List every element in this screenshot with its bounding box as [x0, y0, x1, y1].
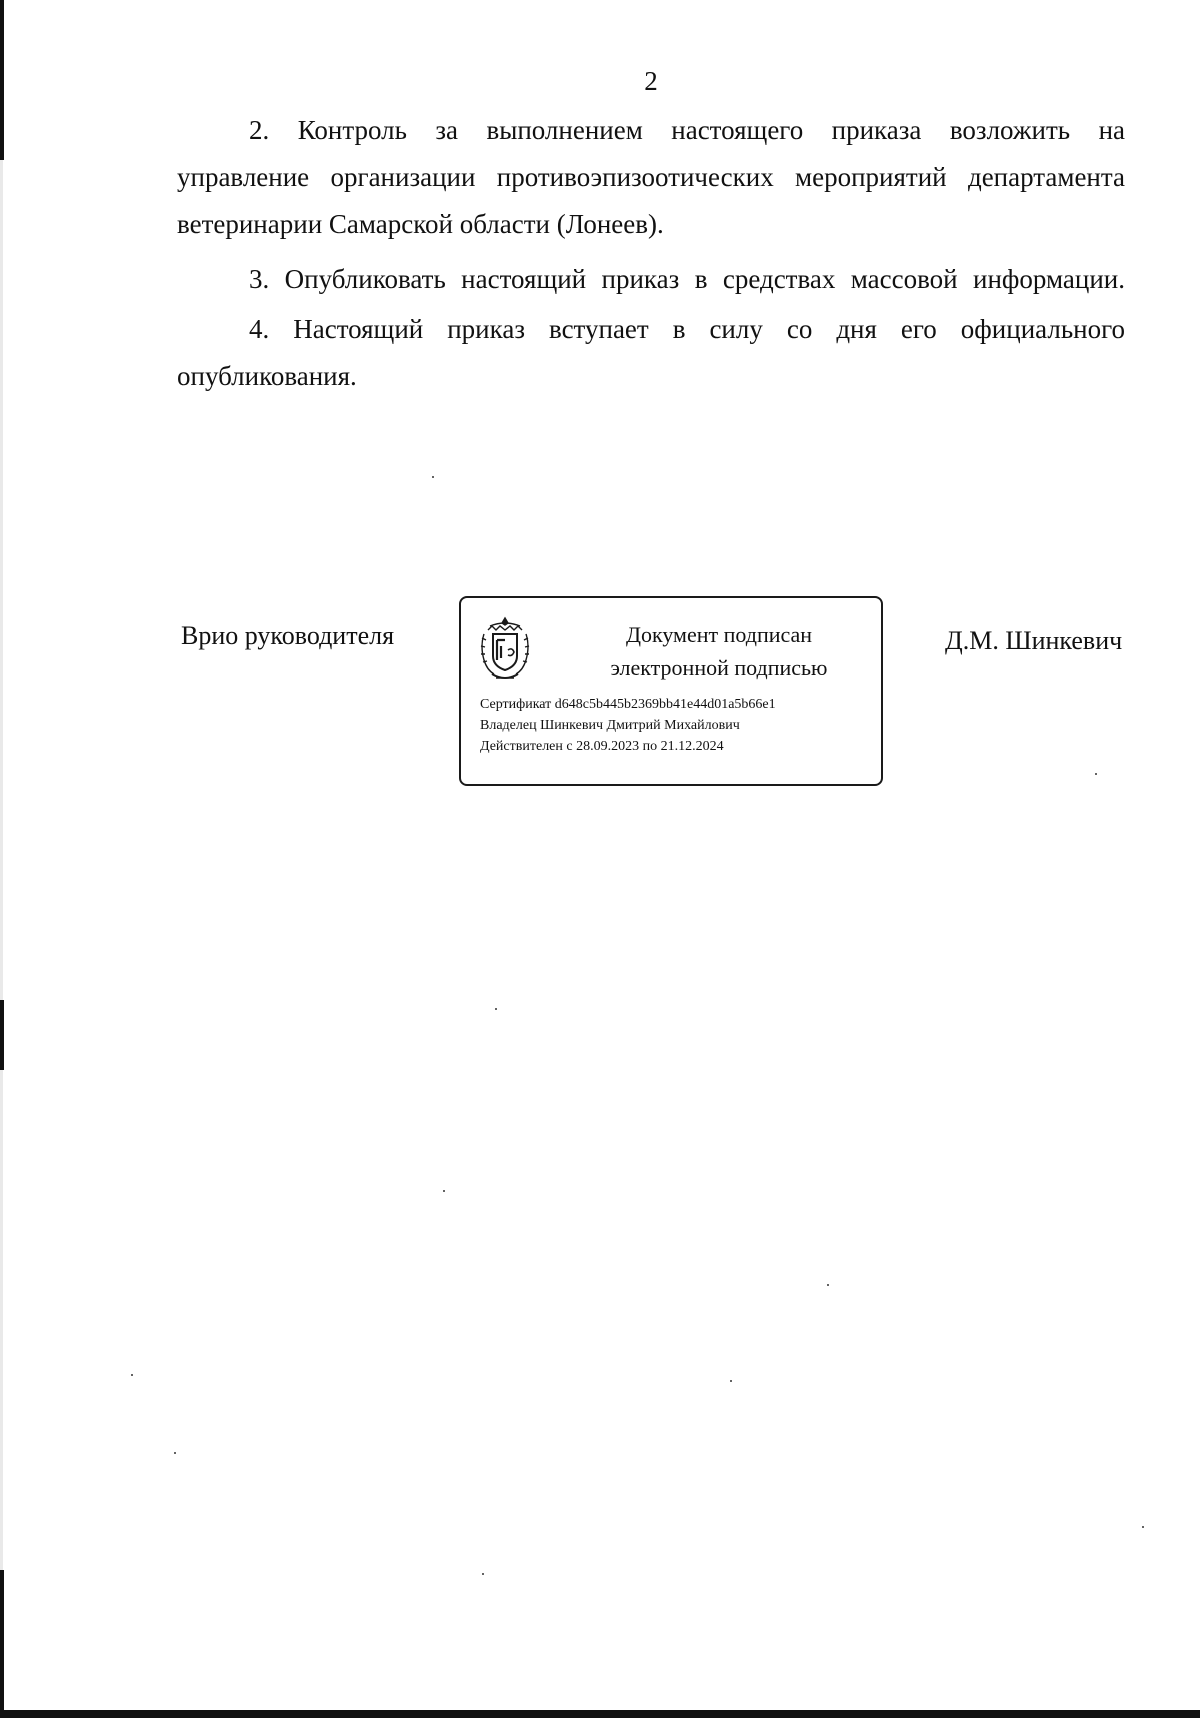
signer-name: Д.М. Шинкевич: [945, 626, 1123, 655]
paragraph-2-line-3: ветеринарии Самарской области (Лонеев).: [177, 209, 664, 239]
paragraph-4-line-2: опубликования.: [177, 361, 357, 391]
signature-block: [0, 596, 1200, 796]
scan-speck: [174, 1452, 176, 1454]
scan-edge-left: [0, 0, 3, 1718]
page-number: 2: [644, 66, 658, 96]
scan-speck: [730, 1380, 732, 1382]
stamp-heading-line-2: электронной подписью: [610, 655, 828, 680]
stamp-certificate: Сертификат d648c5b445b2369bb41e44d01a5b66e1: [480, 697, 776, 712]
electronic-signature-stamp: [459, 596, 883, 786]
signer-position-title: Врио руководителя: [181, 621, 395, 650]
scan-speck: [482, 1573, 484, 1575]
scan-speck: [131, 1374, 133, 1376]
scan-speck: [495, 1008, 497, 1010]
stamp-heading-line-1: Документ подписан: [625, 622, 813, 647]
scan-edge-mark: [0, 1000, 4, 1070]
paragraph-2-line-1: 2. Контроль за выполнением настоящего приказа возложить на: [249, 115, 1125, 145]
coat-of-arms-icon: [478, 616, 532, 682]
paragraph-4: [177, 306, 1125, 400]
stamp-owner: Владелец Шинкевич Дмитрий Михайлович: [480, 718, 740, 733]
scan-speck: [443, 1190, 445, 1192]
stamp-validity: Действителен с 28.09.2023 по 21.12.2024: [480, 739, 724, 754]
scan-edge-mark: [0, 1570, 4, 1710]
paragraph-3-line-1: 3. Опубликовать настоящий приказ в средствах массовой информации.: [249, 264, 1125, 294]
scan-speck: [1142, 1526, 1144, 1528]
paragraph-4-line-1: 4. Настоящий приказ вступает в силу со дня его официального: [249, 314, 1125, 344]
stamp-details: [480, 694, 776, 757]
scan-edge-bottom: [0, 1710, 1200, 1718]
stamp-heading: [579, 618, 859, 684]
paragraph-2-line-2: управление организации противоэпизоотических мероприятий департамента: [177, 162, 1125, 192]
scan-speck: [432, 476, 434, 478]
scan-speck: [827, 1284, 829, 1286]
paragraph-2: [177, 107, 1125, 248]
paragraph-3: [177, 256, 1125, 303]
